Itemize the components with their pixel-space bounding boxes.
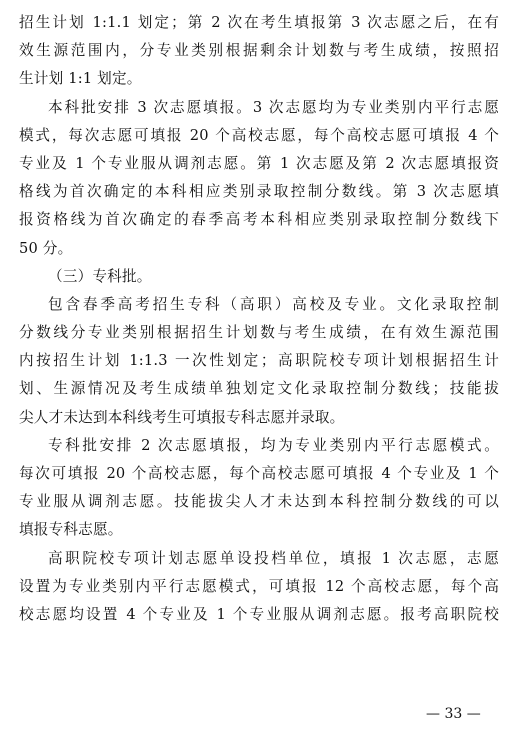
page-number: — 33 — (426, 706, 481, 722)
section-heading: （三）专科批。 (48, 267, 152, 285)
text-line: 本科批安排 3 次志愿填报。3 次志愿均为专业类别内平行志愿 (48, 98, 499, 116)
text-line: 效生源范围内，分专业类别根据剩余计划数与考生成绩，按照招 (19, 42, 499, 60)
text-line: 每次可填报 20 个高校志愿，每个高校志愿可填报 4 个专业及 1 个 (19, 465, 499, 482)
text-line: 招生计划 1:1.1 划定；第 2 次在考生填报第 3 次志愿之后，在有 (19, 14, 499, 31)
text-line: 分数线分专业类别根据招生计划数与考生成绩，在有效生源范围 (19, 324, 499, 342)
text-line: 生计划 1:1 划定。 (19, 70, 142, 88)
text-line: 报资格线为首次确定的春季高考本科相应类别录取控制分数线下 (19, 211, 499, 229)
text-line: 尖人才未达到本科线考生可填报专科志愿并录取。 (19, 408, 345, 426)
text-line: 50 分。 (19, 239, 73, 257)
text-line: 高职院校专项计划志愿单设投档单位，填报 1 次志愿，志愿 (48, 549, 499, 567)
text-line: 模式，每次志愿可填报 20 个高校志愿，每个高校志愿可填报 4 个 (19, 126, 499, 144)
text-line: 包含春季高考招生专科（高职）高校及专业。文化录取控制 (48, 295, 499, 313)
text-line: 专业及 1 个专业服从调剂志愿。第 1 次志愿及第 2 次志愿填报资 (19, 154, 499, 172)
text-line: 划、生源情况及考生成绩单独划定文化录取控制分数线；技能拔 (19, 380, 499, 398)
document-body (19, 9, 499, 629)
text-line: 设置为专业类别内平行志愿模式，可填报 12 个高校志愿，每个高 (19, 577, 499, 595)
text-line: 专业服从调剂志愿。技能拔尖人才未达到本科控制分数线的可以 (19, 493, 499, 511)
text-line: 内按招生计划 1:1.3 一次性划定；高职院校专项计划根据招生计 (19, 352, 499, 370)
text-line: 填报专科志愿。 (19, 521, 123, 539)
text-line: 专科批安排 2 次志愿填报，均为专业类别内平行志愿模式。 (48, 436, 499, 454)
text-line: 校志愿均设置 4 个专业及 1 个专业服从调剂志愿。报考高职院校 (19, 605, 499, 623)
text-line: 格线为首次确定的本科相应类别录取控制分数线。第 3 次志愿填 (19, 183, 499, 201)
